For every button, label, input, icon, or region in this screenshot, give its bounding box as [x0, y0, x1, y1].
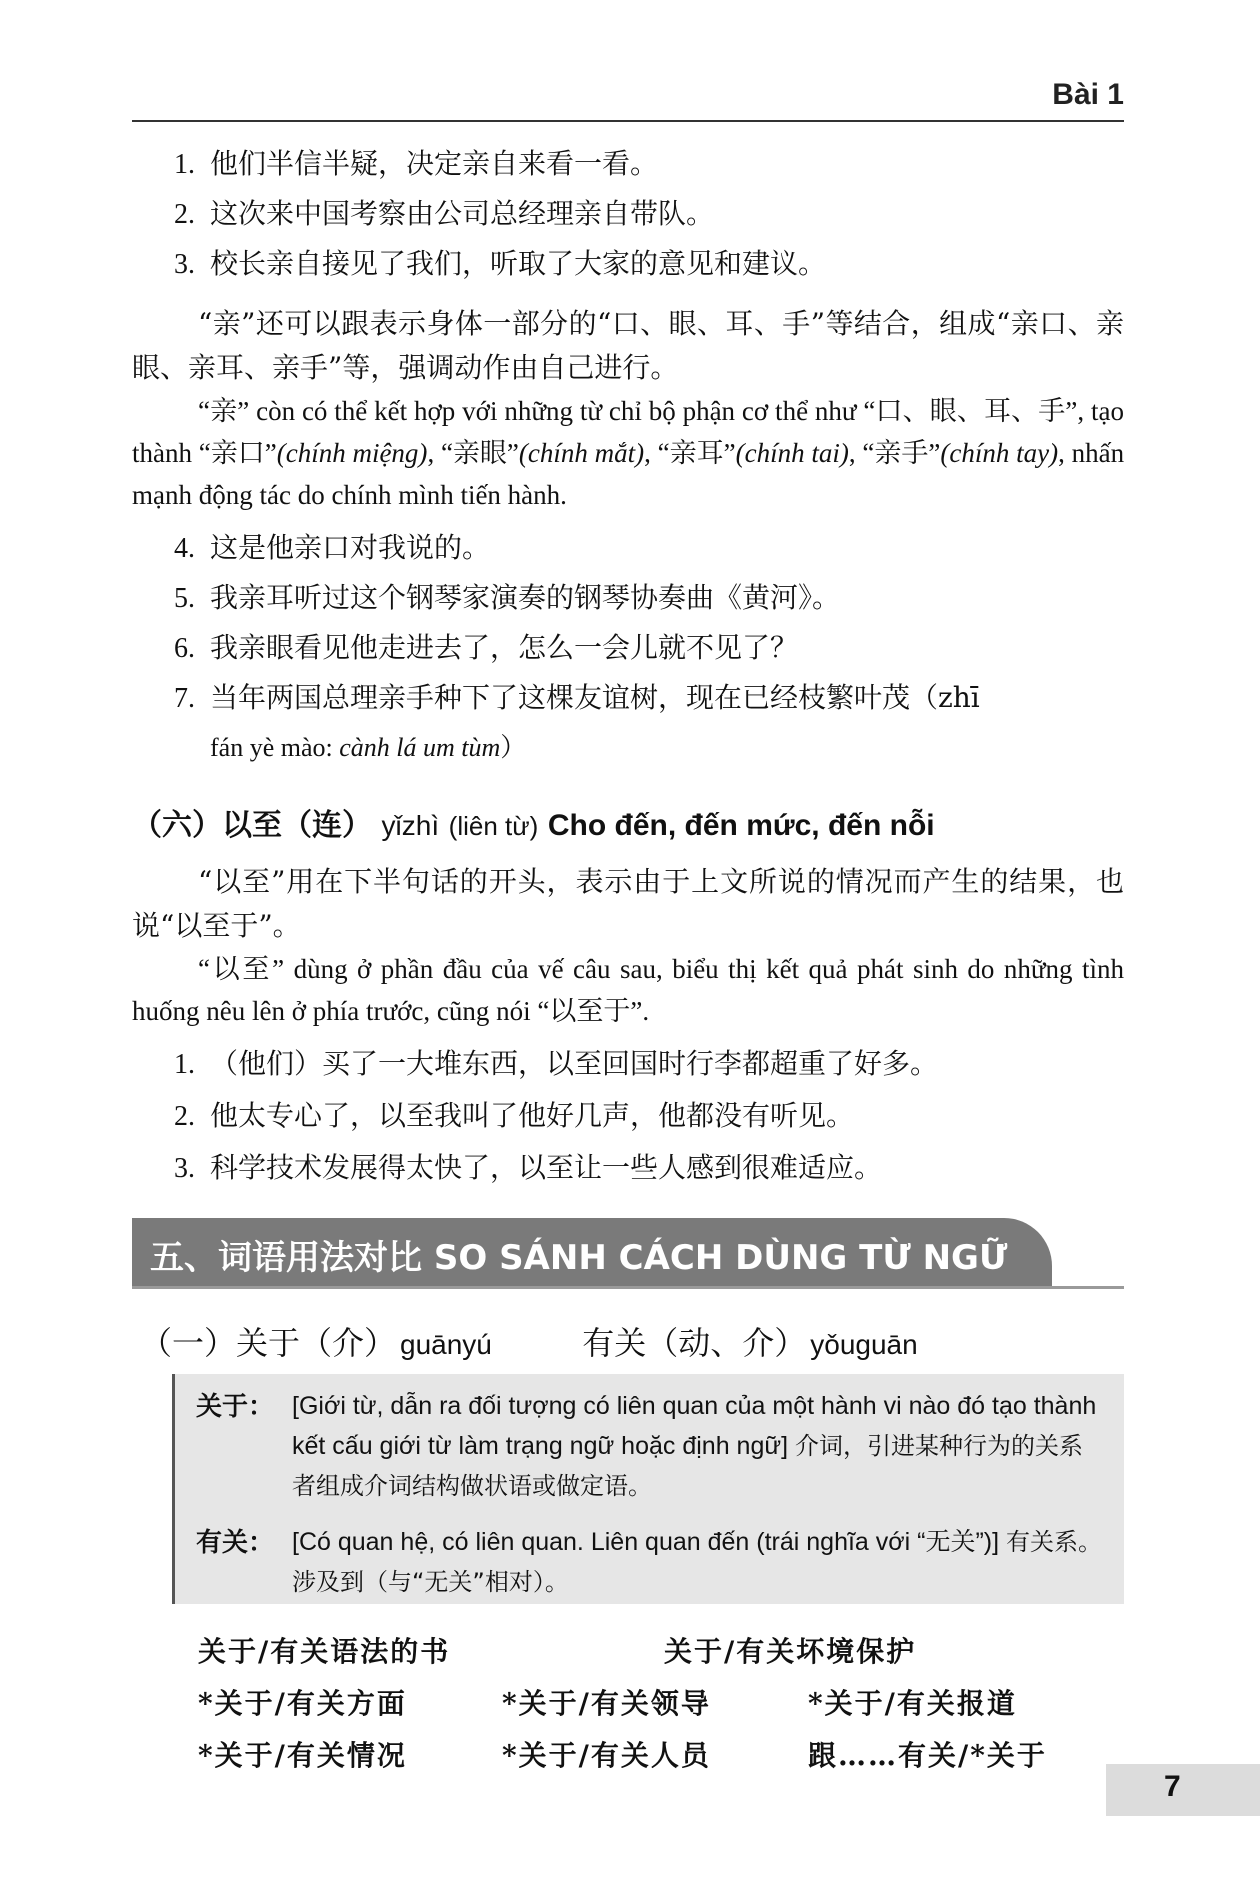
example-item [174, 196, 714, 233]
example-item [174, 146, 658, 183]
example-item [174, 246, 826, 283]
banner-underline [132, 1286, 1124, 1289]
example-text: 我亲耳听过这个钢琴家演奏的钢琴协奏曲《黄河》。 [210, 581, 841, 614]
note-text: “亲” còn có thể kết hợp với những từ chỉ bộ phận cơ thể như “口、眼、耳、手”, tạo thành “亲口” [132, 396, 1124, 468]
example-text: 这次来中国考察由公司总经理亲自带队。 [210, 197, 715, 230]
page-number: 7 [1164, 1770, 1181, 1803]
definition-term: 有关： [196, 1527, 275, 1557]
gloss-text: cành lá um tùm [339, 733, 501, 762]
note-gloss: (chính miệng) [276, 438, 428, 468]
phrase-item: *关于/有关方面 [198, 1687, 407, 1720]
example-number: 1. [174, 149, 195, 180]
phrase-item: *关于/有关领导 [502, 1687, 711, 1720]
phrase-item: *关于/有关情况 [198, 1739, 407, 1772]
example-number: 2. [174, 199, 195, 230]
note-text: , “亲手” [848, 438, 941, 468]
pinyin-text: fán yè mào: [210, 733, 340, 762]
note-gloss: (chính tai) [735, 438, 849, 468]
definition-cn: 有关系。涉及到（与“无关”相对）。 [292, 1528, 1103, 1596]
section-heading-pos: (liên từ) [448, 811, 539, 841]
example-number: 7. [174, 683, 195, 714]
phrase-item: *关于/有关人员 [502, 1739, 711, 1772]
example-number: 3. [174, 249, 195, 280]
example-item [174, 680, 980, 717]
example-item [174, 580, 840, 617]
example-number: 4. [174, 533, 195, 564]
page-header-title: Bài 1 [1052, 78, 1124, 111]
example-item [174, 630, 798, 667]
example-item [174, 1046, 938, 1083]
section-heading-prefix: （六）以至（连） [132, 808, 372, 843]
section-heading-pinyin: yǐzhì [381, 810, 440, 841]
section-banner-title: 五、词语用法对比 SO SÁNH CÁCH DÙNG TỪ NGỮ [150, 1238, 1008, 1278]
page-number-box [1106, 1764, 1260, 1816]
header-rule [132, 120, 1124, 122]
example-text: （他们）买了一大堆东西，以至回国时行李都超重了好多。 [210, 1047, 939, 1080]
example-number: 3. [174, 1153, 195, 1184]
note-text: , “亲耳” [644, 438, 736, 468]
example-text: 校长亲自接见了我们，听取了大家的意见和建议。 [210, 247, 827, 280]
example-number: 2. [174, 1101, 195, 1132]
section-heading-meaning: Cho đến, đến mức, đến nỗi [547, 809, 935, 842]
definition-vi: [Giới từ, dẫn ra đối tượng có liên quan của một hành vi nào đó tạo thành kết cấu giới từ làm trạng ngữ hoặc định ngữ] [292, 1392, 1097, 1460]
example-item [174, 1098, 854, 1135]
phrase-item: 关于/有关坏境保护 [664, 1635, 917, 1668]
grammar-note-chinese: “亲”还可以跟表示身体一部分的“口、眼、耳、手”等结合，组成“亲口、亲眼、亲耳、亲手”等，强调动作由自己进行。 [132, 307, 1124, 384]
example-continuation [210, 730, 526, 766]
definition-body [292, 1386, 1106, 1506]
example-text: 当年两国总理亲手种下了这棵友谊树，现在已经枝繁叶茂（zhī [210, 681, 980, 714]
note-text: , nhấn mạnh động tác do chính mình tiến hành. [132, 438, 1125, 510]
note-gloss: (chính mắt) [518, 438, 645, 468]
comparison-pinyin-a: guānyú [400, 1329, 492, 1360]
definition-body [292, 1522, 1106, 1602]
comparison-heading [140, 1318, 918, 1364]
definition-vi: [Có quan hệ, có liên quan. Liên quan đến (trái nghĩa với “无关”)] [292, 1528, 1007, 1556]
grammar-note-vietnamese: “以至” dùng ở phần đầu của vế câu sau, biểu thị kết quả phát sinh do những tình huống nêu lên ở phía trước, cũng nói “以至于”. [132, 954, 1124, 1026]
example-text: 这是他亲口对我说的。 [210, 531, 491, 564]
section-banner [132, 1218, 1052, 1286]
example-number: 1. [174, 1049, 195, 1080]
phrase-item: 关于/有关语法的书 [198, 1635, 451, 1668]
definition-box-bar [172, 1374, 175, 1604]
example-text: 科学技术发展得太快了，以至让一些人感到很难适应。 [210, 1151, 883, 1184]
grammar-note-vietnamese [132, 390, 1124, 516]
example-item [174, 1150, 882, 1187]
phrase-item: *关于/有关报道 [808, 1687, 1017, 1720]
comparison-term-a: （一）关于（介） [140, 1324, 397, 1362]
section-heading [132, 800, 935, 844]
grammar-note-chinese: “以至”用在下半句话的开头，表示由于上文所说的情况而产生的结果，也说“以至于”。 [132, 865, 1124, 942]
example-item [174, 530, 490, 567]
comparison-term-b: 有关（动、介） [582, 1324, 807, 1362]
definition-cn: 介词，引进某种行为的关系者组成介词结构做状语或做定语。 [292, 1432, 1083, 1500]
example-text: 他太专心了，以至我叫了他好几声，他都没有听见。 [210, 1099, 855, 1132]
example-number: 6. [174, 633, 195, 664]
example-text: 他们半信半疑，决定亲自来看一看。 [210, 147, 659, 180]
note-text: , “亲眼” [427, 438, 519, 468]
phrase-item: 跟……有关/*关于 [808, 1739, 1047, 1772]
example-text: 我亲眼看见他走进去了，怎么一会儿就不见了？ [210, 631, 799, 664]
example-number: 5. [174, 583, 195, 614]
definition-term: 关于： [196, 1391, 275, 1421]
bracket-text: ） [500, 733, 527, 762]
comparison-pinyin-b: yǒuguān [810, 1329, 918, 1360]
note-gloss: (chính tay) [940, 438, 1059, 468]
